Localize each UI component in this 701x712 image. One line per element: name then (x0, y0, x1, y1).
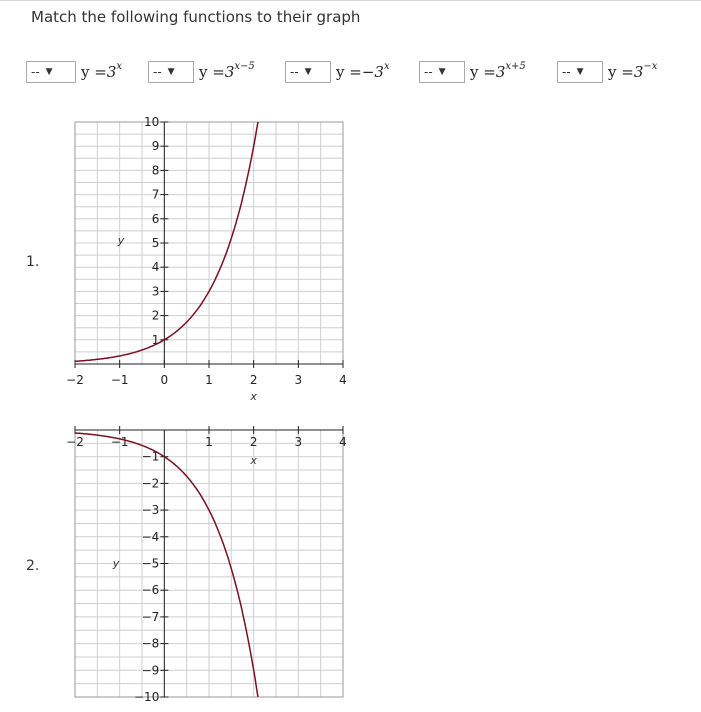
y-tick-label: −10 (134, 690, 160, 704)
chart-1 (66, 115, 347, 403)
y-tick-label: 10 (144, 115, 160, 129)
x-tick-label: −2 (66, 373, 84, 387)
question-1-number: 1. (26, 254, 40, 270)
x-tick-label: 1 (205, 373, 213, 387)
y-tick-label: −9 (141, 663, 160, 678)
x-tick-label: 4 (339, 435, 347, 449)
y-axis-label: y (117, 234, 125, 247)
y-tick-label: −7 (141, 609, 160, 624)
chart-2 (66, 426, 347, 704)
option-4-select-value: -- (424, 65, 433, 79)
y-axis-label: y (112, 557, 120, 570)
y-tick-label: 3 (151, 284, 160, 299)
chevron-down-icon: ▼ (576, 67, 584, 77)
question-2-number: 2. (26, 558, 40, 574)
question-prompt: Match the following functions to their graph (31, 8, 361, 26)
y-tick-label: 5 (151, 236, 160, 250)
x-tick-label: 2 (249, 373, 258, 387)
y-tick-label: 9 (151, 139, 160, 154)
option-5-function: $y =3^{-x}$ (608, 61, 658, 81)
option-1-select-value: -- (31, 65, 40, 79)
y-tick-label: 6 (151, 211, 160, 226)
chevron-down-icon: ▼ (45, 67, 53, 77)
y-tick-label: −1 (141, 449, 160, 464)
x-tick-label: 4 (339, 373, 347, 387)
y-tick-label: −3 (141, 503, 160, 518)
x-tick-label: −1 (110, 435, 129, 449)
y-tick-label: 7 (151, 187, 160, 202)
option-2-function: $y =3^{x-5}$ (199, 61, 255, 81)
y-tick-label: 4 (151, 260, 160, 275)
x-tick-label: 0 (160, 373, 169, 387)
x-tick-label: −2 (66, 435, 84, 449)
option-2-select-value: -- (153, 65, 162, 79)
option-4-function: $y =3^{x+5}$ (470, 61, 526, 81)
y-tick-label: −4 (141, 529, 160, 544)
chevron-down-icon: ▼ (304, 67, 312, 77)
y-tick-label: 8 (151, 163, 160, 178)
x-axis-label: x (250, 454, 257, 467)
y-tick-label: −8 (141, 636, 160, 651)
y-tick-label: −5 (141, 556, 160, 571)
option-5-select-value: -- (562, 65, 571, 79)
y-tick-label: 1 (151, 332, 160, 347)
y-tick-label: −6 (141, 583, 160, 598)
x-tick-label: −1 (110, 373, 129, 387)
x-tick-label: 2 (249, 435, 258, 449)
x-tick-label: 3 (294, 373, 303, 387)
chevron-down-icon: ▼ (167, 67, 175, 77)
y-tick-label: −2 (141, 476, 160, 491)
option-3-function: $y =-3^x$ (336, 61, 390, 81)
y-tick-label: 2 (151, 308, 160, 323)
chevron-down-icon: ▼ (438, 67, 446, 77)
x-tick-label: 3 (294, 435, 303, 449)
x-tick-label: 1 (205, 435, 213, 449)
option-3-select-value: -- (290, 65, 299, 79)
x-axis-label: x (250, 390, 257, 403)
option-1-function: $y =3^x$ (81, 61, 122, 81)
